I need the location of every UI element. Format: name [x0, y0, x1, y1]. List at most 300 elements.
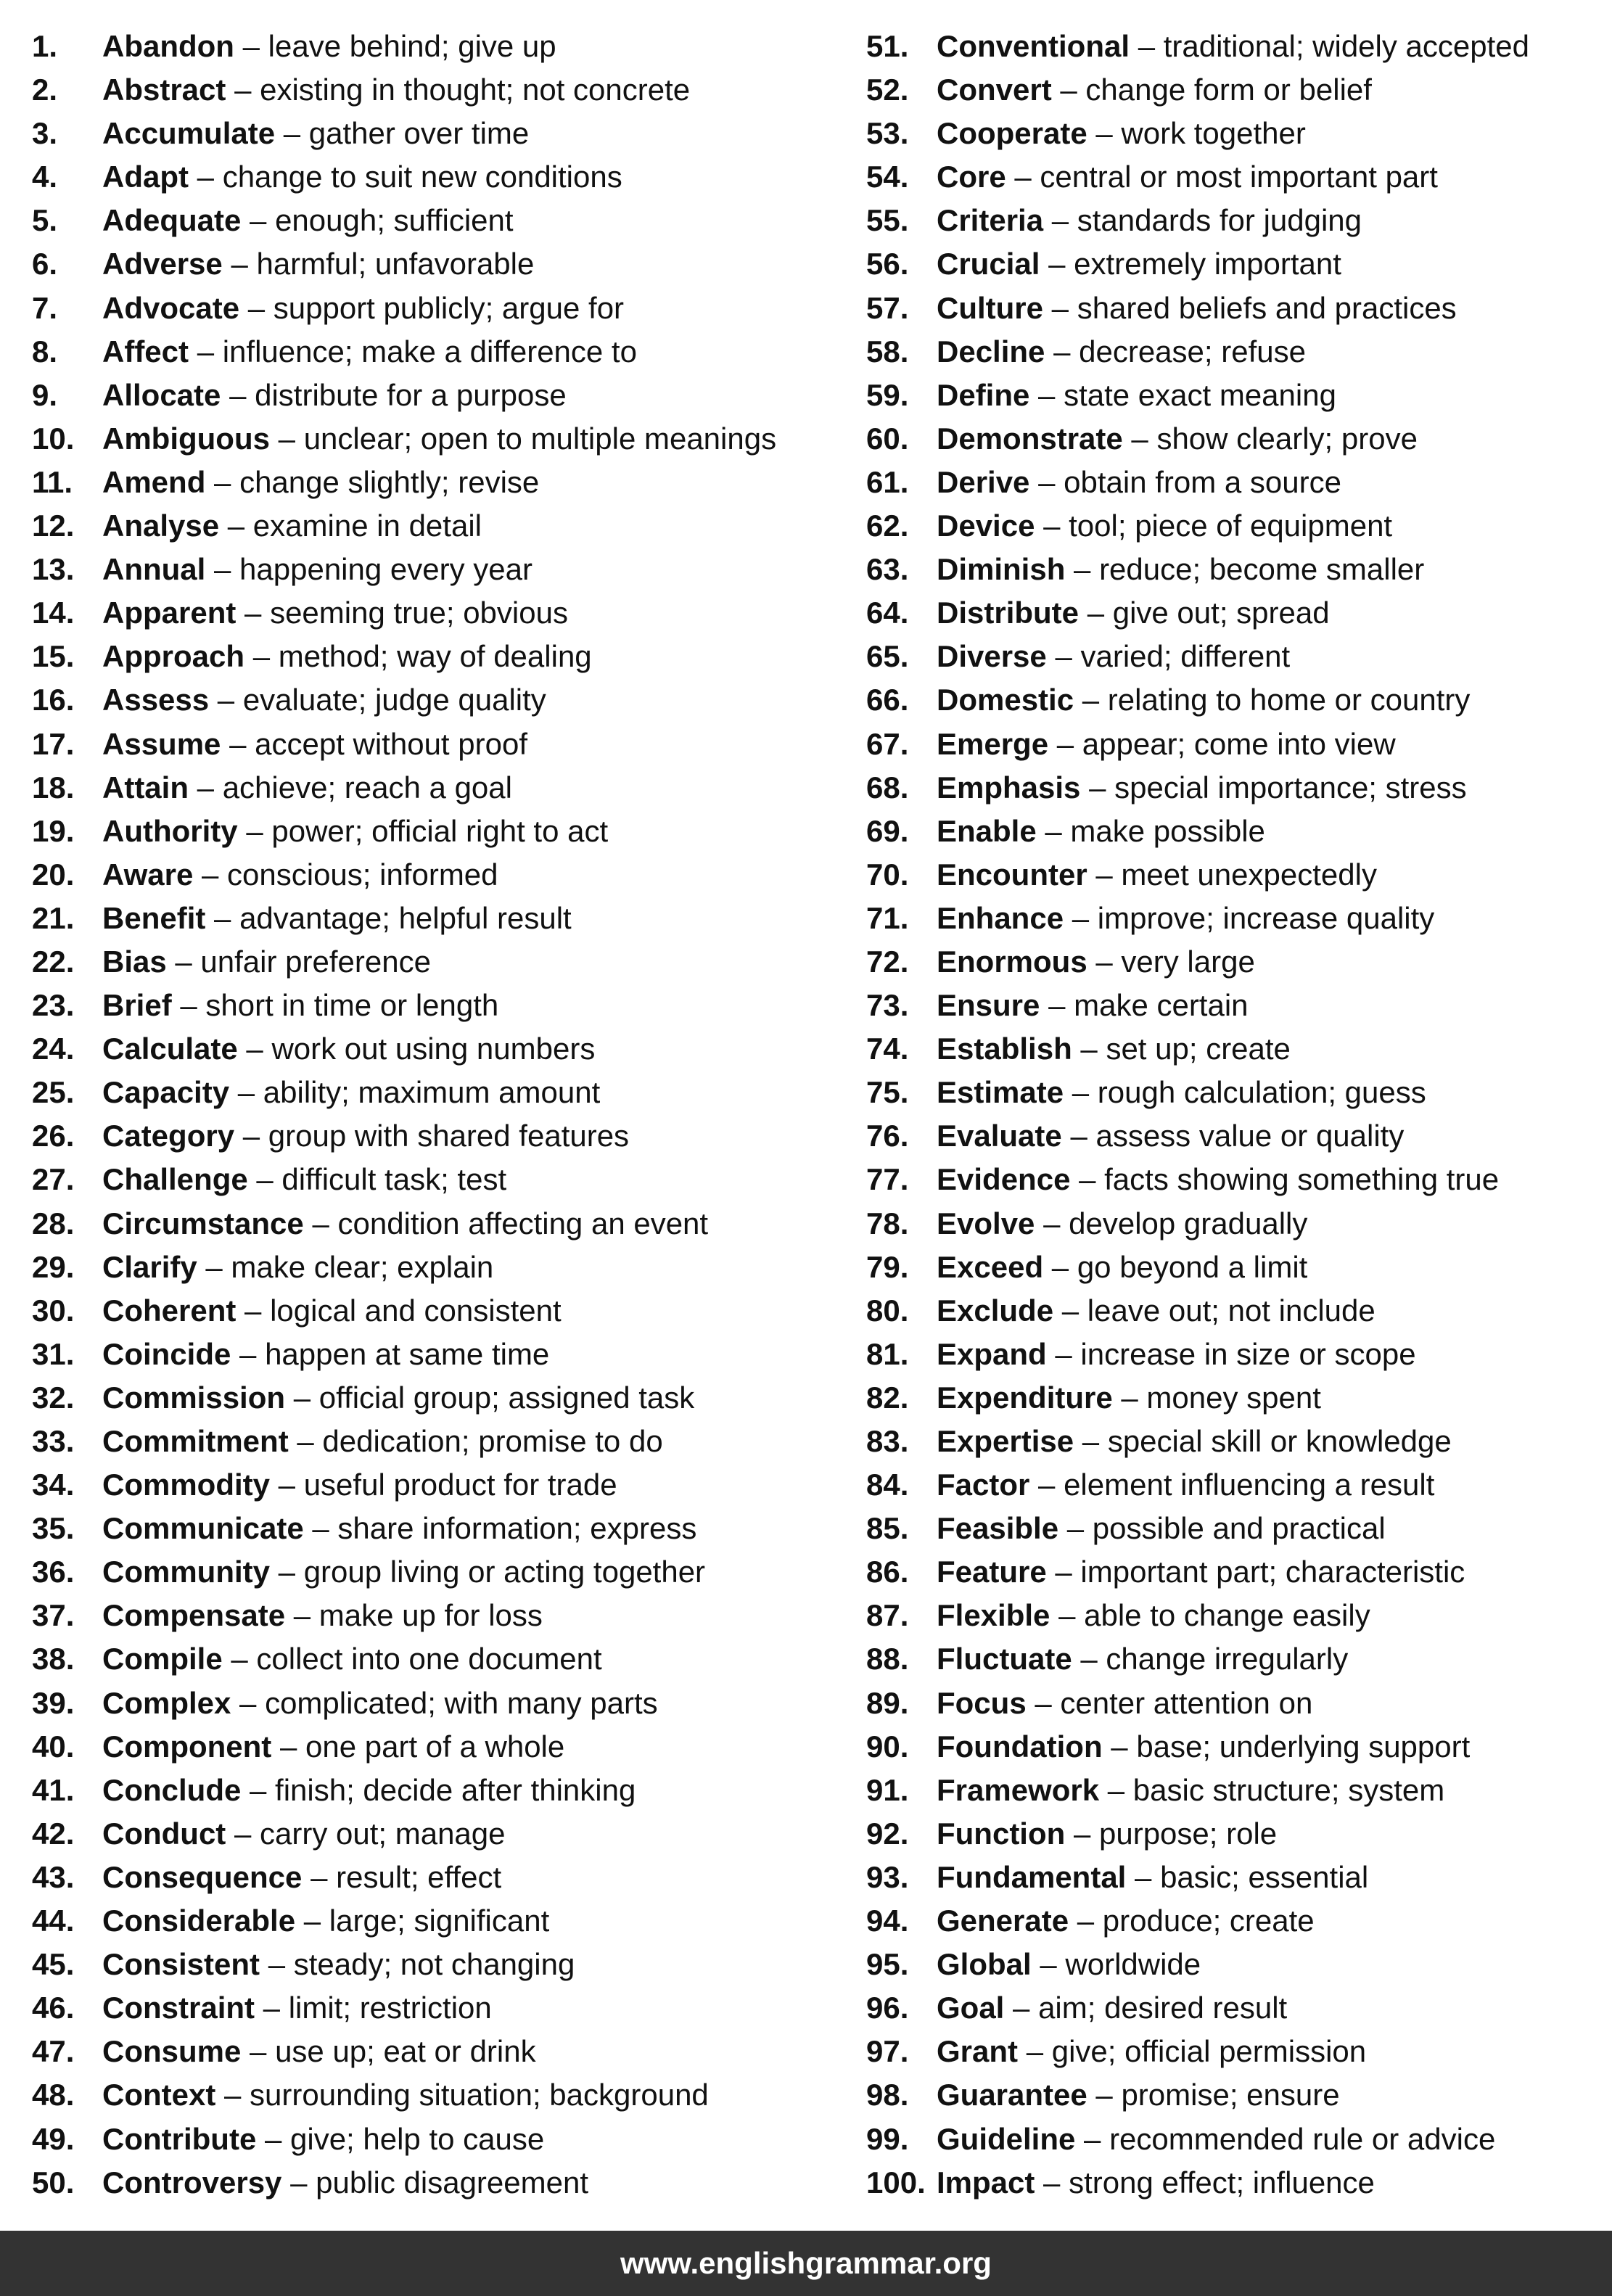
word-entry: [32, 1507, 852, 1550]
entry-word: Adverse: [102, 247, 223, 281]
entry-text: [937, 1420, 1452, 1463]
entry-definition: achieve; reach a goal: [222, 770, 512, 805]
entry-definition: ability; maximum amount: [263, 1075, 601, 1110]
word-entry: [866, 1812, 1599, 1856]
entry-text: [102, 810, 608, 853]
word-entry: [32, 1420, 852, 1463]
entry-separator: –: [1014, 160, 1032, 194]
entry-definition: enough; sufficient: [275, 203, 514, 238]
entry-number: 62.: [866, 509, 909, 543]
entry-number: 25.: [32, 1075, 75, 1110]
entry-text: [937, 374, 1336, 417]
entry-text: [102, 1027, 595, 1071]
entry-separator: –: [1038, 464, 1056, 499]
entry-number: 72.: [866, 944, 909, 979]
entry-definition: increase in size or scope: [1080, 1336, 1416, 1371]
word-entry: [32, 1594, 852, 1637]
word-entry: [866, 766, 1599, 810]
entry-separator: –: [242, 1119, 260, 1153]
entry-separator: –: [1131, 421, 1148, 456]
entry-word: Component: [102, 1729, 272, 1764]
word-entry: [866, 1594, 1599, 1637]
entry-word: Circumstance: [102, 1206, 304, 1240]
footer-bar: [0, 2231, 1612, 2296]
entry-text: [937, 2118, 1495, 2161]
entry-definition: obtain from a source: [1064, 464, 1341, 499]
entry-definition: important part; characteristic: [1080, 1555, 1465, 1589]
entry-word: Analyse: [102, 509, 220, 543]
entry-separator: –: [237, 1075, 255, 1110]
entry-separator: –: [217, 683, 235, 717]
entry-definition: work together: [1121, 116, 1306, 151]
entry-word: Core: [937, 160, 1006, 194]
entry-text: [102, 940, 431, 984]
entry-text: [102, 1943, 575, 1986]
entry-word: Aware: [102, 857, 194, 892]
word-entry: [32, 2073, 852, 2117]
entry-text: [937, 1246, 1307, 1289]
word-entry: [32, 25, 852, 68]
entry-number: 58.: [866, 334, 909, 369]
entry-word: Capacity: [102, 1075, 230, 1110]
entry-definition: varied; different: [1080, 639, 1291, 674]
word-entry: [866, 1943, 1599, 1986]
entry-definition: extremely important: [1074, 247, 1341, 281]
word-entry: [32, 1856, 852, 1899]
word-entry: [866, 155, 1599, 199]
entry-definition: logical and consistent: [270, 1293, 562, 1328]
entry-word: Compensate: [102, 1598, 286, 1633]
entry-word: Communicate: [102, 1511, 304, 1546]
entry-number: 18.: [32, 770, 75, 805]
entry-definition: very large: [1121, 944, 1255, 979]
entry-definition: official group; assigned task: [318, 1380, 695, 1415]
entry-number: 56.: [866, 247, 909, 281]
entry-text: [937, 1637, 1348, 1681]
entry-text: [937, 591, 1330, 635]
entry-word: Consistent: [102, 1947, 260, 1982]
entry-number: 68.: [866, 770, 909, 805]
entry-definition: assess value or quality: [1095, 1119, 1405, 1153]
entry-definition: recommended rule or advice: [1109, 2121, 1496, 2156]
entry-separator: –: [1070, 1119, 1087, 1153]
word-entry: [32, 1943, 852, 1986]
entry-word: Considerable: [102, 1904, 296, 1938]
word-entry: [866, 897, 1599, 940]
entry-text: [102, 68, 690, 112]
entry-text: [937, 199, 1362, 242]
entry-separator: –: [246, 1032, 263, 1066]
entry-word: Clarify: [102, 1249, 197, 1284]
entry-definition: center attention on: [1060, 1685, 1313, 1720]
entry-number: 6.: [32, 247, 58, 281]
word-entry: [32, 1246, 852, 1289]
entry-separator: –: [197, 334, 215, 369]
word-entry: [32, 1637, 852, 1681]
entry-number: 99.: [866, 2121, 909, 2156]
word-entry: [866, 2030, 1599, 2073]
word-entry: [866, 417, 1599, 461]
entry-separator: –: [312, 1206, 329, 1240]
entry-separator: –: [1135, 1859, 1152, 1894]
entry-word: Contribute: [102, 2121, 257, 2156]
entry-separator: –: [1040, 1947, 1057, 1982]
word-entry: [866, 1027, 1599, 1071]
entry-text: [937, 1899, 1315, 1943]
entry-number: 48.: [32, 2078, 75, 2112]
entry-number: 12.: [32, 509, 75, 543]
entry-separator: –: [175, 944, 192, 979]
entry-separator: –: [1038, 377, 1056, 412]
entry-number: 8.: [32, 334, 58, 369]
entry-number: 14.: [32, 596, 75, 630]
entry-separator: –: [1048, 988, 1066, 1023]
word-entry: [866, 2073, 1599, 2117]
entry-text: [102, 2030, 536, 2073]
entry-word: Amend: [102, 464, 206, 499]
entry-definition: basic; essential: [1160, 1859, 1369, 1894]
entry-word: Allocate: [102, 377, 221, 412]
entry-word: Ensure: [937, 988, 1040, 1023]
word-entry: [32, 897, 852, 940]
entry-definition: improve; increase quality: [1097, 900, 1435, 935]
entry-number: 17.: [32, 726, 75, 761]
entry-text: [937, 1114, 1404, 1158]
entry-word: Device: [937, 509, 1035, 543]
word-entry: [32, 984, 852, 1027]
entry-word: Enable: [937, 813, 1037, 848]
entry-separator: –: [293, 1380, 311, 1415]
entry-separator: –: [1095, 116, 1113, 151]
entry-separator: –: [297, 1424, 314, 1458]
entry-number: 24.: [32, 1032, 75, 1066]
entry-definition: worldwide: [1065, 1947, 1201, 1982]
entry-separator: –: [1073, 1816, 1091, 1851]
entry-definition: element influencing a result: [1064, 1468, 1435, 1502]
entry-word: Conduct: [102, 1816, 226, 1851]
entry-number: 30.: [32, 1293, 75, 1328]
word-entry: [32, 1812, 852, 1856]
entry-definition: give; help to cause: [290, 2121, 545, 2156]
entry-word: Framework: [937, 1772, 1100, 1807]
entry-separator: –: [268, 1947, 286, 1982]
entry-word: Distribute: [937, 596, 1080, 630]
entry-separator: –: [278, 421, 296, 456]
entry-definition: set up; create: [1106, 1032, 1291, 1066]
entry-text: [937, 1986, 1287, 2030]
entry-word: Affect: [102, 334, 189, 369]
entry-text: [937, 1202, 1307, 1246]
word-entry: [866, 591, 1599, 635]
entry-separator: –: [231, 247, 248, 281]
entry-separator: –: [250, 1772, 267, 1807]
entry-word: Derive: [937, 464, 1030, 499]
entry-text: [102, 897, 572, 940]
entry-definition: traditional; widely accepted: [1163, 29, 1530, 63]
entry-separator: –: [205, 1249, 223, 1284]
entry-number: 60.: [866, 421, 909, 456]
entry-number: 78.: [866, 1206, 909, 1240]
entry-word: Encounter: [937, 857, 1087, 892]
entry-number: 37.: [32, 1598, 75, 1633]
entry-word: Commitment: [102, 1424, 289, 1458]
entry-separator: –: [1089, 770, 1106, 805]
entry-text: [102, 417, 776, 461]
entry-number: 92.: [866, 1816, 909, 1851]
entry-number: 54.: [866, 160, 909, 194]
entry-definition: change irregularly: [1106, 1642, 1349, 1676]
word-entry: [866, 1986, 1599, 2030]
entry-number: 16.: [32, 683, 75, 717]
entry-separator: –: [1051, 290, 1069, 325]
entry-definition: result; effect: [336, 1859, 502, 1894]
entry-separator: –: [242, 29, 260, 63]
entry-text: [102, 1986, 492, 2030]
word-entry: [866, 1550, 1599, 1594]
entry-text: [102, 2161, 588, 2205]
entry-text: [937, 1856, 1368, 1899]
word-entry: [866, 461, 1599, 504]
entry-word: Crucial: [937, 247, 1040, 281]
entry-separator: –: [250, 203, 267, 238]
entry-word: Guideline: [937, 2121, 1076, 2156]
entry-word: Establish: [937, 1032, 1072, 1066]
entry-separator: –: [293, 1598, 311, 1633]
entry-definition: carry out; manage: [260, 1816, 506, 1851]
entry-separator: –: [1013, 1991, 1030, 2025]
entry-number: 15.: [32, 639, 75, 674]
entry-text: [937, 461, 1341, 504]
entry-definition: work out using numbers: [271, 1032, 596, 1066]
entry-definition: produce; create: [1102, 1904, 1315, 1938]
word-entry: [866, 1725, 1599, 1769]
word-entry: [32, 940, 852, 984]
entry-number: 91.: [866, 1772, 909, 1807]
entry-definition: large; significant: [329, 1904, 550, 1938]
entry-number: 67.: [866, 726, 909, 761]
entry-number: 11.: [32, 464, 73, 499]
entry-text: [937, 1943, 1201, 1986]
entry-separator: –: [278, 1468, 296, 1502]
entry-text: [102, 1463, 617, 1507]
entry-text: [937, 810, 1265, 853]
entry-number: 38.: [32, 1642, 75, 1676]
word-entry: [32, 723, 852, 766]
entry-text: [102, 504, 482, 548]
entry-separator: –: [1051, 203, 1069, 238]
entry-number: 29.: [32, 1249, 75, 1284]
entry-definition: examine in detail: [252, 509, 482, 543]
entry-word: Constraint: [102, 1991, 255, 2025]
entry-definition: reduce; become smaller: [1099, 552, 1425, 587]
entry-word: Goal: [937, 1991, 1005, 2025]
entry-definition: short in time or length: [205, 988, 499, 1023]
entry-word: Conclude: [102, 1772, 242, 1807]
entry-number: 88.: [866, 1642, 909, 1676]
entry-separator: –: [231, 1642, 248, 1676]
entry-definition: influence; make a difference to: [222, 334, 637, 369]
word-entry: [32, 155, 852, 199]
entry-definition: method; way of dealing: [278, 639, 592, 674]
entry-text: [102, 25, 556, 68]
entry-separator: –: [1056, 726, 1074, 761]
entry-definition: make clear; explain: [231, 1249, 494, 1284]
entry-text: [102, 1594, 543, 1637]
word-entry: [866, 984, 1599, 1027]
entry-number: 77.: [866, 1162, 909, 1197]
footer-url: www.englishgrammar.org: [620, 2246, 992, 2280]
entry-definition: aim; desired result: [1038, 1991, 1288, 2025]
entry-separator: –: [214, 552, 231, 587]
entry-separator: –: [1055, 639, 1072, 674]
entry-text: [937, 287, 1457, 330]
entry-text: [102, 242, 534, 286]
entry-definition: give out; spread: [1112, 596, 1330, 630]
entry-word: Conventional: [937, 29, 1130, 63]
entry-word: Benefit: [102, 900, 206, 935]
word-entry: [32, 68, 852, 112]
entry-word: Commodity: [102, 1468, 270, 1502]
entry-number: 50.: [32, 2165, 75, 2200]
entry-definition: develop gradually: [1069, 1206, 1308, 1240]
entry-definition: finish; decide after thinking: [275, 1772, 636, 1807]
entry-number: 35.: [32, 1511, 75, 1546]
entry-separator: –: [1048, 247, 1066, 281]
entry-word: Ambiguous: [102, 421, 270, 456]
entry-separator: –: [252, 639, 271, 674]
entry-number: 73.: [866, 988, 909, 1023]
entry-separator: –: [1095, 2078, 1113, 2112]
entry-definition: change to suit new conditions: [222, 160, 622, 194]
entry-word: Evidence: [937, 1162, 1071, 1197]
entry-separator: –: [1066, 1511, 1085, 1546]
entry-text: [102, 678, 546, 722]
entry-text: [937, 678, 1470, 722]
word-entry: [32, 112, 852, 155]
entry-text: [937, 940, 1255, 984]
entry-number: 49.: [32, 2121, 75, 2156]
word-entry: [866, 330, 1599, 374]
entry-definition: dedication; promise to do: [322, 1424, 663, 1458]
word-entry: [866, 1637, 1599, 1681]
entry-separator: –: [1038, 1468, 1056, 1502]
entry-text: [102, 1769, 636, 1812]
entry-definition: one part of a whole: [305, 1729, 565, 1764]
entry-word: Challenge: [102, 1162, 248, 1197]
entry-text: [937, 112, 1306, 155]
entry-separator: –: [1079, 1162, 1096, 1197]
entry-definition: distribute for a purpose: [255, 377, 567, 412]
entry-text: [937, 1550, 1465, 1594]
entry-separator: –: [229, 377, 247, 412]
entry-definition: harmful; unfavorable: [256, 247, 535, 281]
entry-number: 20.: [32, 857, 75, 892]
entry-number: 43.: [32, 1859, 75, 1894]
entry-text: [937, 1463, 1434, 1507]
entry-word: Exclude: [937, 1293, 1054, 1328]
entry-number: 89.: [866, 1685, 909, 1720]
entry-number: 26.: [32, 1119, 75, 1153]
entry-text: [102, 766, 512, 810]
entry-text: [102, 1507, 696, 1550]
entry-text: [102, 1420, 663, 1463]
entry-text: [937, 984, 1249, 1027]
entry-number: 22.: [32, 944, 75, 979]
entry-definition: seeming true; obvious: [270, 596, 568, 630]
entry-definition: appear; come into view: [1082, 726, 1396, 761]
entry-separator: –: [1061, 1293, 1080, 1328]
entry-word: Compile: [102, 1642, 223, 1676]
entry-word: Emerge: [937, 726, 1049, 761]
entry-separator: –: [1084, 2121, 1101, 2156]
word-entry: [866, 25, 1599, 68]
entry-text: [102, 1071, 600, 1114]
entry-definition: basic structure; system: [1132, 1772, 1445, 1807]
entry-word: Emphasis: [937, 770, 1081, 805]
entry-text: [102, 1812, 506, 1856]
entry-definition: standards for judging: [1077, 203, 1362, 238]
entry-definition: strong effect; influence: [1069, 2165, 1375, 2200]
entry-number: 75.: [866, 1075, 909, 1110]
entry-separator: –: [1053, 334, 1071, 369]
entry-definition: meet unexpectedly: [1121, 857, 1377, 892]
word-entry: [32, 591, 852, 635]
word-entry: [866, 68, 1599, 112]
entry-text: [937, 1812, 1277, 1856]
word-entry: [866, 635, 1599, 678]
entry-word: Diverse: [937, 639, 1047, 674]
word-entry: [32, 1071, 852, 1114]
entry-separator: –: [250, 2034, 267, 2069]
word-entry: [32, 1376, 852, 1420]
entry-text: [102, 1725, 564, 1769]
entry-text: [102, 1637, 602, 1681]
word-entry: [32, 1027, 852, 1071]
entry-text: [102, 591, 568, 635]
word-list-column-2: [866, 25, 1599, 2205]
word-entry: [32, 199, 852, 242]
word-entry: [32, 1114, 852, 1158]
word-entry: [32, 766, 852, 810]
entry-text: [937, 504, 1392, 548]
entry-text: [937, 155, 1438, 199]
entry-definition: relating to home or country: [1107, 683, 1471, 717]
entry-text: [937, 1158, 1499, 1201]
entry-word: Focus: [937, 1685, 1027, 1720]
entry-number: 51.: [866, 29, 909, 63]
entry-definition: existing in thought; not concrete: [260, 73, 691, 107]
entry-text: [937, 1725, 1470, 1769]
entry-text: [102, 461, 539, 504]
entry-text: [937, 635, 1290, 678]
entry-word: Community: [102, 1555, 270, 1589]
entry-number: 23.: [32, 988, 75, 1023]
entry-text: [102, 1899, 549, 1943]
entry-definition: tool; piece of equipment: [1069, 509, 1393, 543]
entry-number: 90.: [866, 1729, 909, 1764]
entry-word: Complex: [102, 1685, 231, 1720]
entry-number: 66.: [866, 683, 909, 717]
entry-word: Accumulate: [102, 116, 276, 151]
entry-definition: happen at same time: [265, 1336, 550, 1371]
entry-word: Exceed: [937, 1249, 1044, 1284]
entry-word: Feasible: [937, 1511, 1059, 1546]
entry-text: [102, 1158, 506, 1201]
word-entry: [866, 287, 1599, 330]
entry-number: 2.: [32, 73, 58, 107]
word-entry: [32, 1986, 852, 2030]
word-entry: [866, 1856, 1599, 1899]
